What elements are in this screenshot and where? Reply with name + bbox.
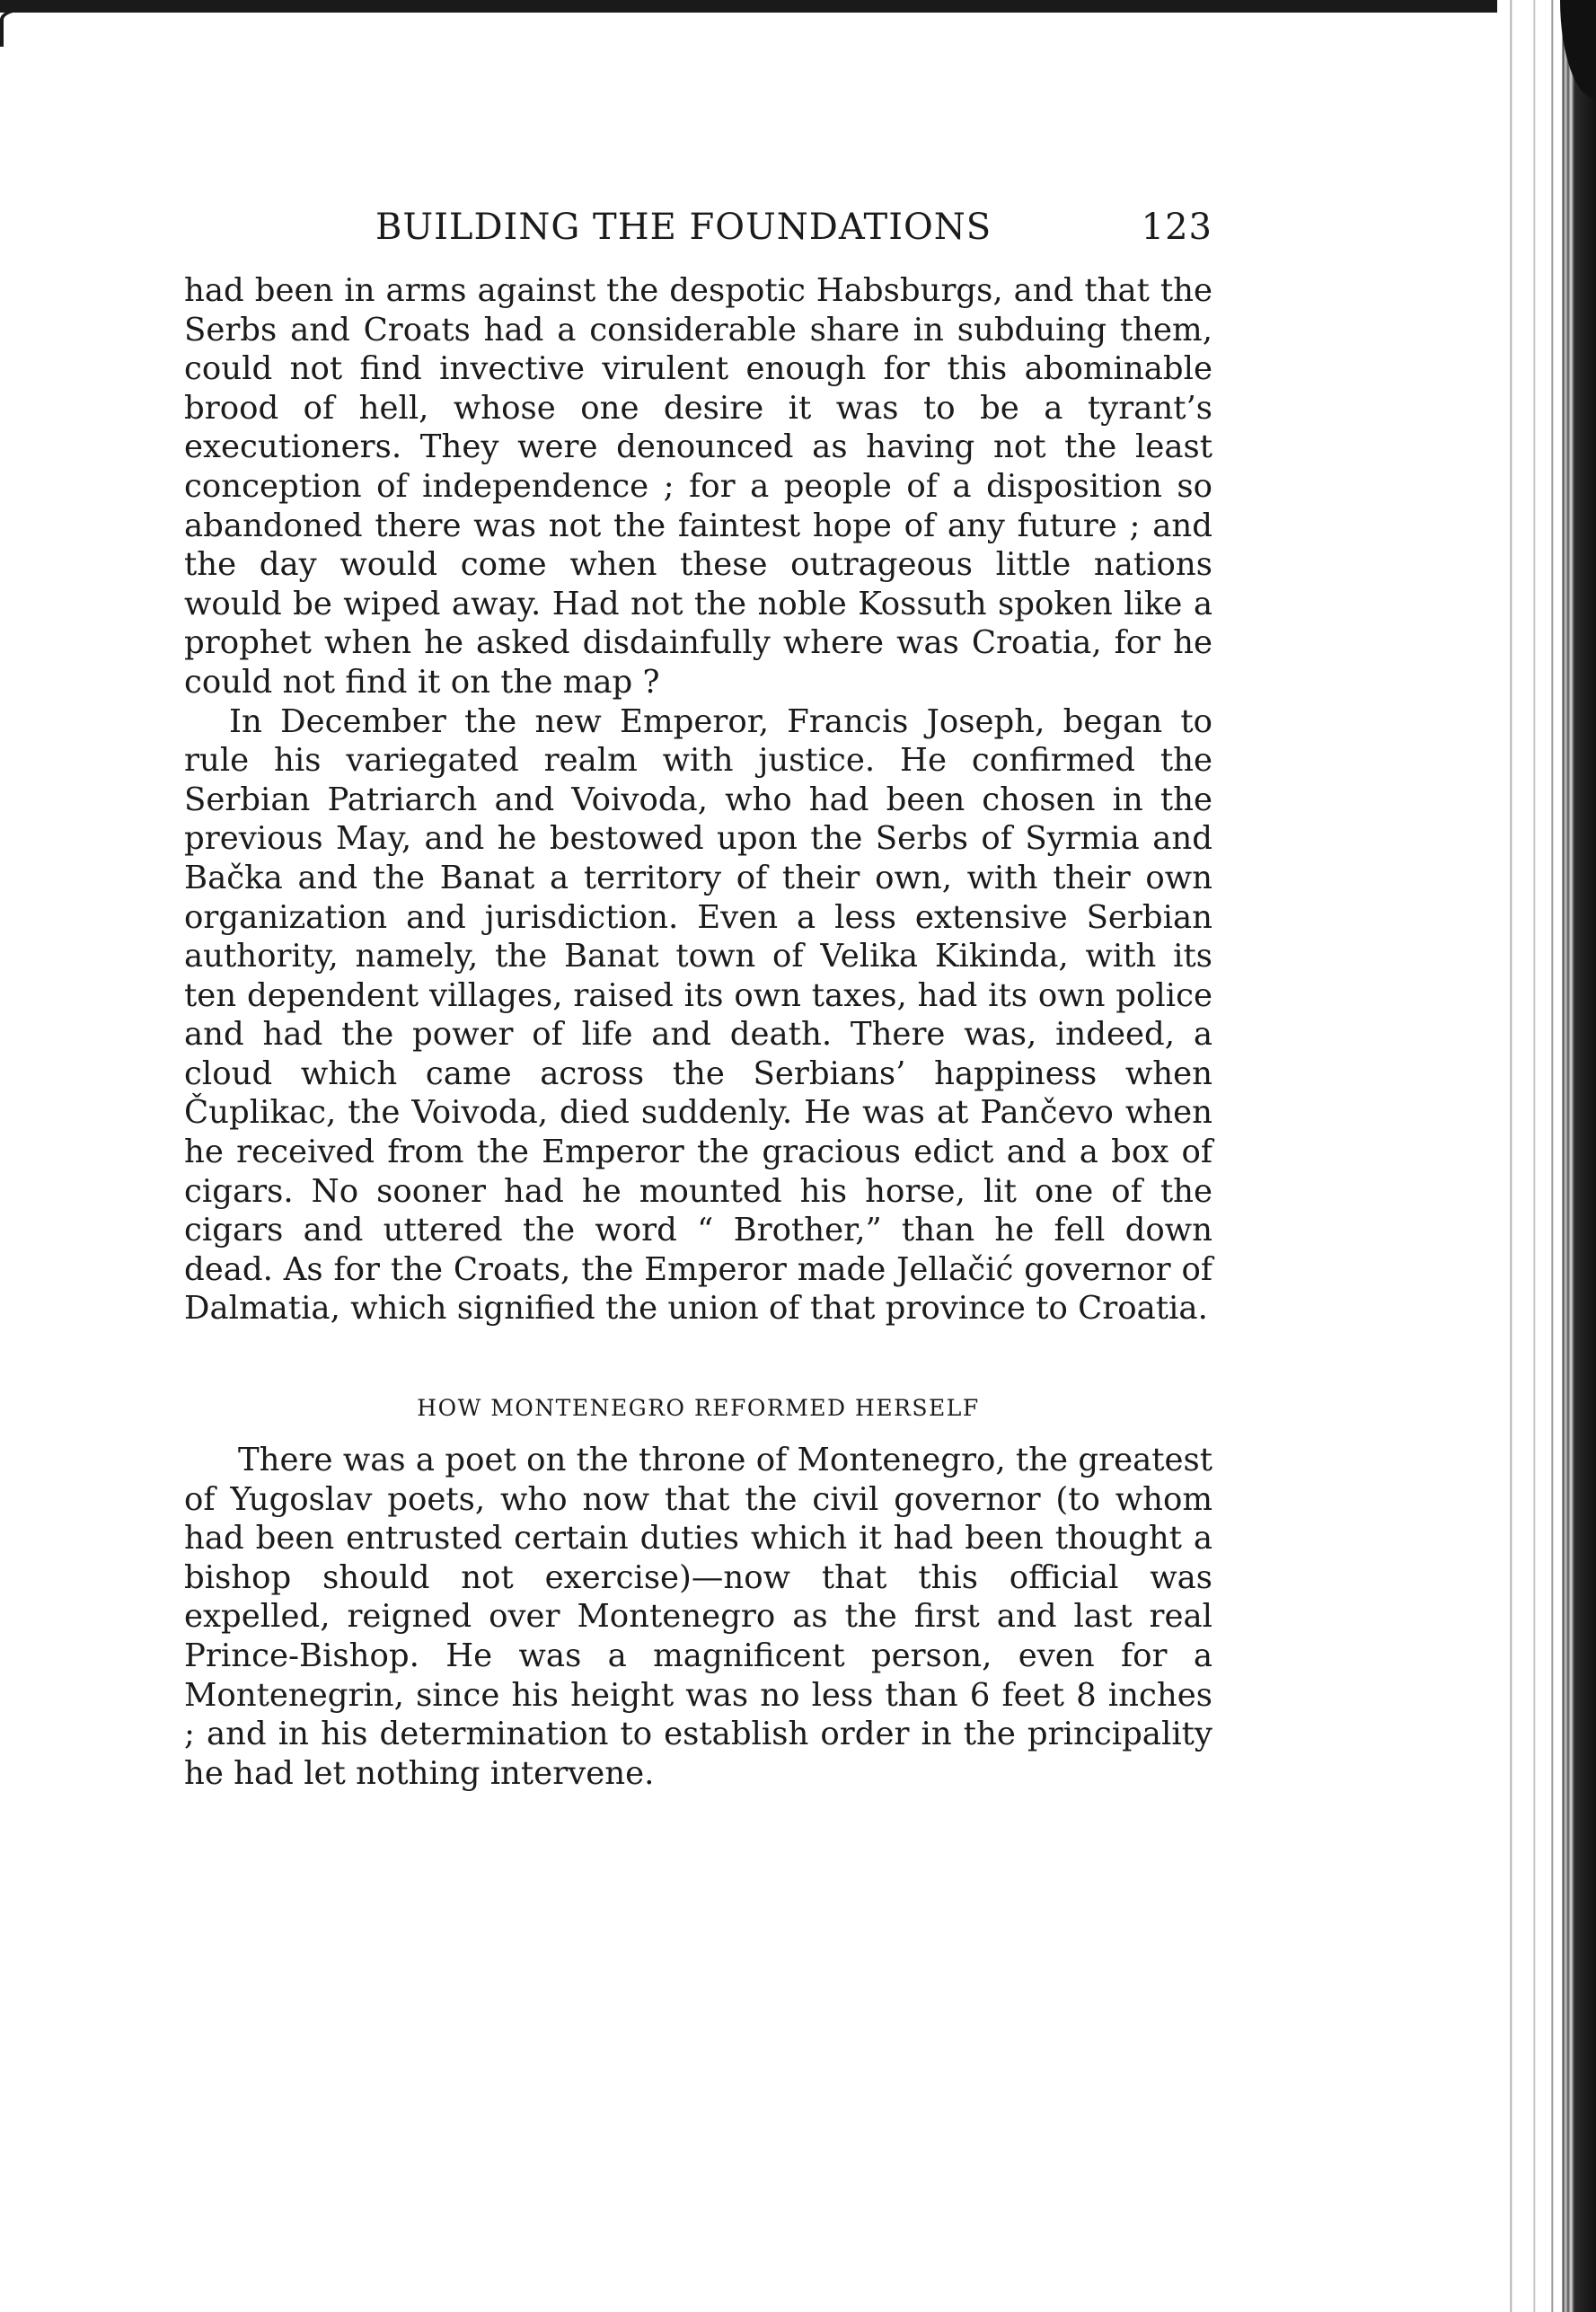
paragraph-francis-joseph: In December the new Emperor, Francis Joseph, began to rule his variegated realm with justice. He confirmed the Serbian Patriarch and Voivoda, who had been chosen in the previous May, and he bestowed upon the Serbs of Syrmia and Bačka and the Banat a territory of their own, with their own organization and jurisdiction. Even a less extensive Serbian authority, namely, the Banat town of Velika Kikinda, with its ten dependent villages, raised its own taxes, had its own police and had the power of life and death. There was, indeed, a cloud which came across the Serbians’ happiness when Čuplikac, the Voivoda, died suddenly. He was at Pančevo when he received from the Emperor the gracious edict and a box of cigars. No sooner had he mounted his horse, lit one of the cigars and uttered the word “ Brother,” than he fell down dead. As for the Croats, the Emperor made Jellačić governor of Dalmatia, which signified the union of that province to Croatia. [184,702,1212,1328]
scan-top-edge [0,0,1545,20]
page-column [184,207,1212,1793]
paragraph-continuation: had been in arms against the despotic Habsburgs, and that the Serbs and Croats had a considerable share in subduing them, could not find invective virulent enough for this abominable brood of hell, whose one desire it was to be a tyrant’s executioners. They were denounced as having not the least conception of independence ; for a people of a disposition so abandoned there was not the faintest hope of any future ; and the day would come when these outrageous little nations would be wiped away. Had not the noble Kossuth spoken like a prophet when he asked disdainfully where was Croatia, for he could not find it on the map ? [184,272,1212,701]
running-head [184,207,1212,260]
page-number: 123 [1141,207,1212,248]
scan-page-curl [0,7,66,47]
running-head-title: BUILDING THE FOUNDATIONS [375,207,992,248]
paragraph-montenegro: There was a poet on the throne of Montenegro, the greatest of Yugoslav poets, who now that the civil governor (to whom had been entrusted certain duties which it had been thought a bishop should not exercise)—now that this official was expelled, reigned over Montenegro as the first and last real Prince-Bishop. He was a magnificent person, even for a Montenegrin, since his height was no less than 6 feet 8 inches ; and in his determination to establish order in the principality he had let nothing intervene. [184,1442,1212,1792]
scan-binding-gutter [1497,0,1596,2312]
section-heading: HOW MONTENEGRO REFORMED HERSELF [417,1395,980,1422]
